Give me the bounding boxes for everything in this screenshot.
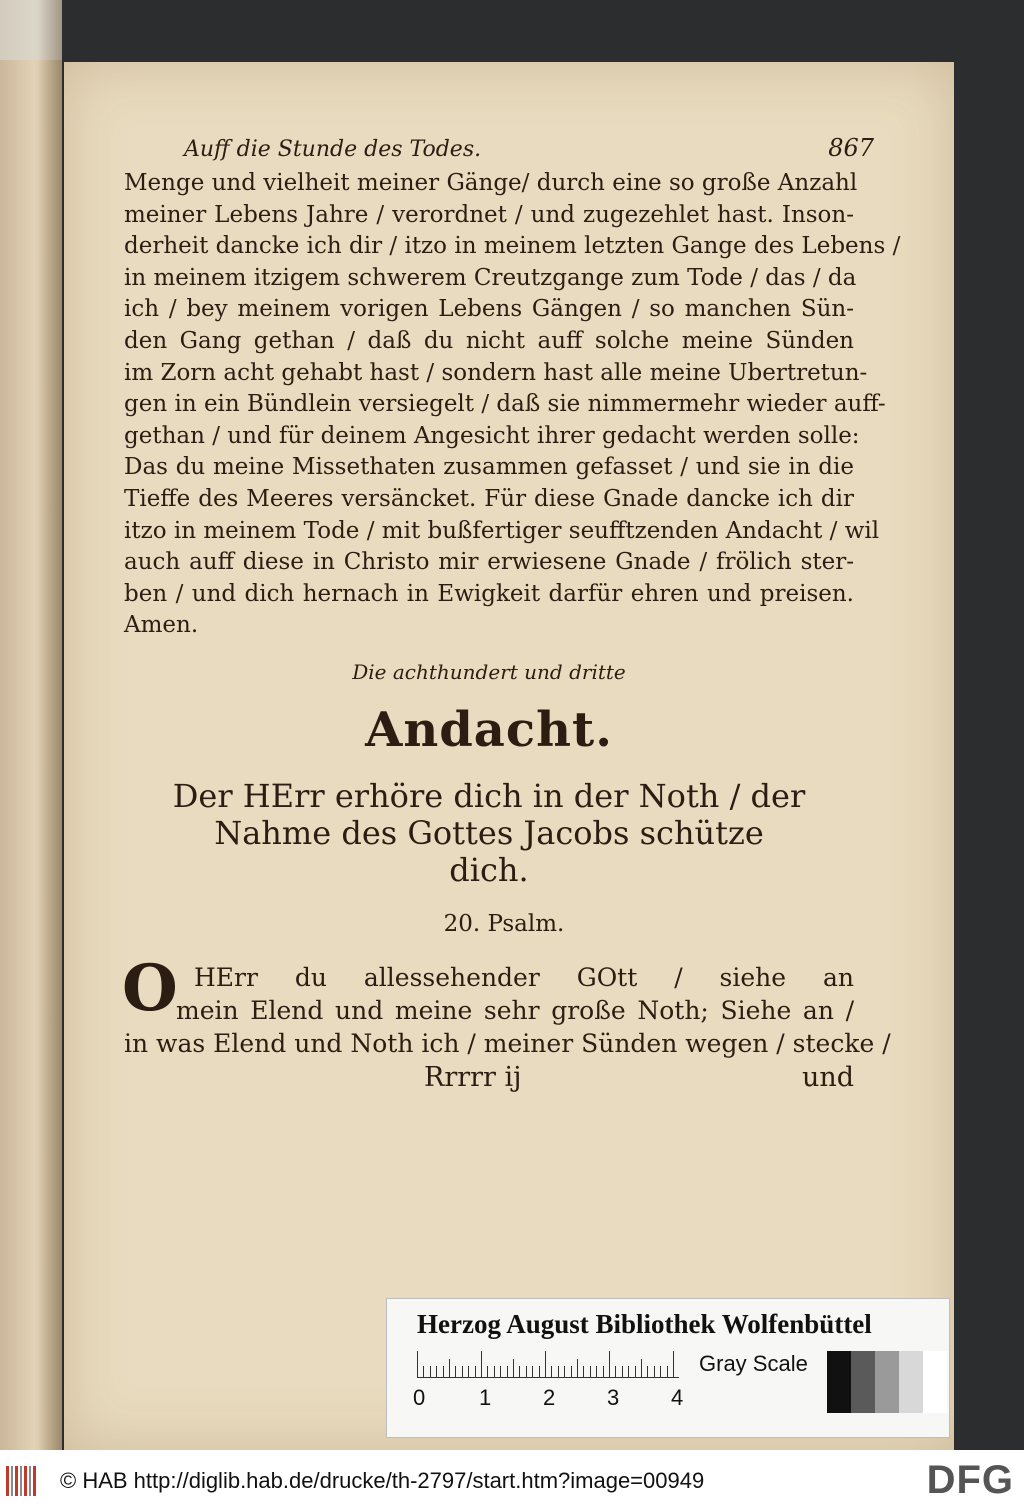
section-label: Die achthundert und dritte <box>352 659 626 684</box>
dfg-logo: DFG <box>926 1458 1014 1502</box>
ruler-tick <box>526 1366 527 1377</box>
motto-line: Der HErr erhöre dich in der Noth / der <box>172 776 806 815</box>
ruler-tick <box>667 1366 668 1377</box>
ruler-tick <box>603 1366 604 1377</box>
motto <box>124 778 854 889</box>
prayer-paragraph <box>122 950 891 1060</box>
ruler-number: 4 <box>671 1385 684 1410</box>
page-number: 867 <box>828 134 874 162</box>
signature-line <box>124 1062 854 1093</box>
text-line: Menge und vielheit meiner Gänge/ durch eine so große Anzahl <box>124 170 858 196</box>
ruler-tick <box>481 1351 482 1377</box>
text-line: auch auff diese in Christo mir erwiesene Gnade / frölich ster- <box>124 549 854 576</box>
gray-swatch <box>875 1351 899 1413</box>
ruler-tick <box>622 1366 623 1377</box>
ruler-tick <box>417 1351 418 1377</box>
ruler-tick <box>513 1359 514 1377</box>
gray-swatch <box>899 1351 923 1413</box>
text-line: HErr du allessehender GOtt / siehe an <box>194 962 854 992</box>
ruler-number: 1 <box>479 1385 492 1410</box>
ruler-tick <box>577 1359 578 1377</box>
ruler-tick <box>475 1366 476 1377</box>
text-line: gethan / und für deinem Angesicht ihrer gedacht werden solle: <box>124 422 860 449</box>
text-line: ben / und dich hernach in Ewigkeit darfür ehren und preisen. <box>124 580 854 607</box>
ruler-tick <box>443 1366 444 1377</box>
text-line: mein Elend und meine sehr große Noth; Siehe an / <box>176 995 854 1025</box>
ruler-tick <box>462 1366 463 1377</box>
library-name: Herzog August Bibliothek Wolfenbüttel <box>417 1309 872 1339</box>
text-line: meiner Lebens Jahre / verordnet / und zugezehlet hast. Inson- <box>124 201 854 228</box>
ruler-tick <box>423 1366 424 1377</box>
text-line: den Gang gethan / daß du nicht auff solche meine Sünden <box>124 327 854 354</box>
previous-page-edge <box>0 0 62 1450</box>
ruler-tick <box>551 1366 552 1377</box>
page-content <box>122 134 901 1093</box>
footer-credit[interactable]: © HAB http://diglib.hab.de/drucke/th-2797/start.htm?image=00949 <box>60 1468 705 1493</box>
ruler-tick <box>436 1366 437 1377</box>
running-head-title: Auff die Stunde des Todes. <box>184 137 482 162</box>
ruler-tick <box>660 1366 661 1377</box>
text-line: in was Elend und Noth ich / meiner Sünden wegen / stecke / <box>124 1028 891 1058</box>
body-text <box>124 168 901 642</box>
ruler-tick <box>558 1366 559 1377</box>
book-page <box>64 62 954 1450</box>
gray-scale-swatches <box>827 1351 947 1413</box>
text-line: Tieffe des Meeres versäncket. Für diese Gnade dancke ich dir <box>124 485 854 512</box>
text-line: im Zorn acht gehabt hast / sondern hast alle meine Ubertretun- <box>124 359 868 386</box>
ruler-tick <box>590 1366 591 1377</box>
ruler-tick <box>430 1366 431 1377</box>
ruler-tick <box>455 1366 456 1377</box>
footer-bar <box>0 1450 1024 1512</box>
section-title: Andacht. <box>365 701 613 758</box>
text-line: in meinem itzigem schwerem Creutzgange zum Tode / das / da <box>124 264 857 291</box>
ruler-tick <box>654 1366 655 1377</box>
ruler-tick <box>545 1351 546 1377</box>
signature-mark: Rrrrr ij <box>424 1061 522 1093</box>
catchword: und <box>801 1061 854 1093</box>
text-line: ich / bey meinem vorigen Lebens Gängen / so manchen Sün- <box>124 296 854 323</box>
ruler-tick <box>596 1366 597 1377</box>
ruler-tick <box>615 1366 616 1377</box>
ruler-tick <box>532 1366 533 1377</box>
text-line: gen in ein Bündlein versiegelt / daß sie nimmermehr wieder auff- <box>124 391 886 418</box>
ruler-tick <box>500 1366 501 1377</box>
ruler-tick <box>564 1366 565 1377</box>
ruler-number: 0 <box>413 1385 426 1410</box>
running-head <box>184 134 874 162</box>
ruler-tick <box>519 1366 520 1377</box>
scale-ruler <box>417 1351 679 1378</box>
motto-line: Nahme des Gottes Jacobs schütze <box>214 813 764 852</box>
ruler-number: 2 <box>543 1385 556 1410</box>
ruler-tick <box>609 1351 610 1377</box>
hab-logo-icon <box>6 1466 36 1496</box>
gray-swatch <box>827 1351 851 1413</box>
text-line: Das du meine Missethaten zusammen gefasset / und sie in die <box>124 454 854 481</box>
ruler-tick <box>583 1366 584 1377</box>
ruler-tick <box>507 1366 508 1377</box>
ruler-tick <box>494 1366 495 1377</box>
text-line: derheit dancke ich dir / itzo in meinem letzten Gange des Lebens / <box>124 233 901 260</box>
gray-scale-label: Gray Scale <box>699 1351 808 1376</box>
ruler-tick <box>487 1366 488 1377</box>
motto-line: dich. <box>449 850 529 889</box>
ruler-tick <box>571 1366 572 1377</box>
gray-swatch <box>851 1351 875 1413</box>
ruler-tick <box>641 1359 642 1377</box>
library-color-label <box>386 1298 950 1438</box>
ruler-number: 3 <box>607 1385 620 1410</box>
gray-swatch <box>923 1351 947 1413</box>
ruler-tick <box>449 1359 450 1377</box>
text-line: Amen. <box>124 612 199 639</box>
ruler-tick <box>628 1366 629 1377</box>
ruler-tick <box>647 1366 648 1377</box>
drop-cap-initial: O <box>122 950 178 1026</box>
ruler-tick <box>673 1351 674 1377</box>
text-line: itzo in meinem Tode / mit bußfertiger seufftzenden Andacht / wil <box>124 517 880 544</box>
ruler-tick <box>539 1366 540 1377</box>
psalm-reference: 20. Psalm. <box>443 910 565 937</box>
gutter-shadow <box>38 0 62 1450</box>
ruler-tick <box>468 1366 469 1377</box>
ruler-tick <box>635 1366 636 1377</box>
